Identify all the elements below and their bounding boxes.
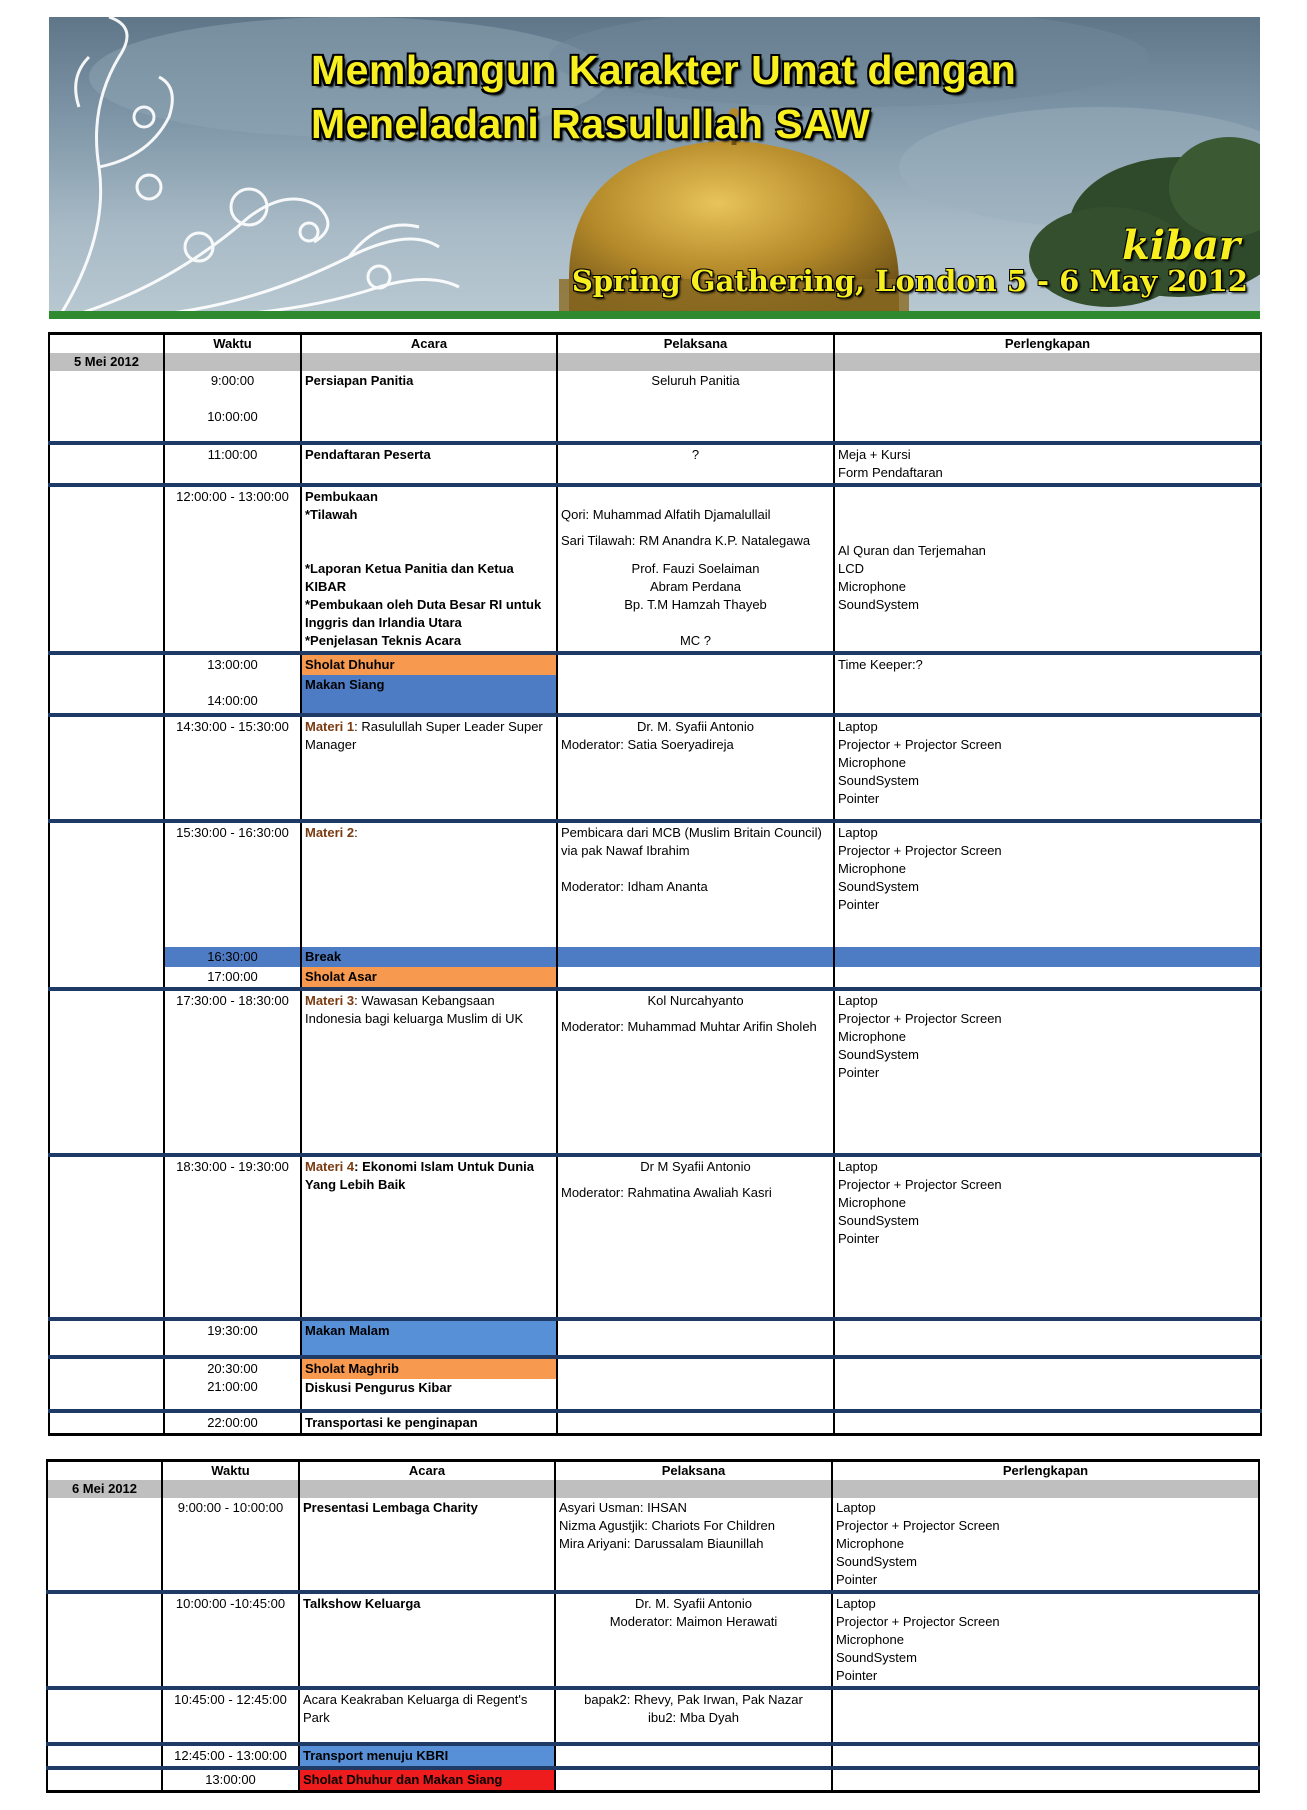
pelaksana-item: Bp. T.M Hamzah Thayeb xyxy=(624,597,767,612)
materi-label: Materi 1 xyxy=(305,719,355,734)
pelaksana-item: Dr M Syafii Antonio xyxy=(640,1159,751,1174)
pelaksana-cell: Seluruh Panitia xyxy=(557,371,834,443)
time-cell: 21:00:00 xyxy=(207,1379,258,1394)
equipment-item: Microphone xyxy=(838,579,906,594)
time-cell: 10:45:00 - 12:45:00 xyxy=(162,1688,299,1744)
time-cell: 15:30:00 - 16:30:00 xyxy=(164,821,301,947)
acara-cell: Break xyxy=(301,947,557,967)
table-row xyxy=(47,1688,1259,1744)
pelaksana-item: MC ? xyxy=(679,633,712,648)
equipment-item: Laptop xyxy=(836,1500,876,1515)
equipment-item: Pointer xyxy=(838,791,880,806)
equipment-item: Projector + Projector Screen xyxy=(836,1518,1000,1533)
table-row xyxy=(49,371,1261,443)
acara-cell: Transport menuju KBRI xyxy=(299,1744,555,1768)
table-row xyxy=(49,715,1261,821)
table-row xyxy=(49,653,1261,715)
acara-item: *Pembukaan oleh Duta Besar RI untuk Inggris dan Irlandia Utara xyxy=(305,597,542,630)
table-row xyxy=(49,485,1261,653)
acara-item: Makan Siang xyxy=(302,675,556,713)
materi-topic: : Rasulullah Super Leader Super Manager xyxy=(305,719,543,752)
equipment-item: Laptop xyxy=(838,719,878,734)
time-cell: 14:30:00 - 15:30:00 xyxy=(164,715,301,821)
pelaksana-item: Moderator: Muhammad Muhtar Arifin Sholeh xyxy=(561,1019,817,1034)
header-banner xyxy=(49,17,1260,319)
equipment-item: Pointer xyxy=(836,1572,878,1587)
day-label-row xyxy=(49,353,1261,371)
equipment-item: Microphone xyxy=(838,861,906,876)
equipment-item: SoundSystem xyxy=(838,1047,919,1062)
table-row xyxy=(49,1357,1261,1411)
banner-title-line1: Membangun Karakter Umat dengan xyxy=(311,47,1017,93)
col-header-perlengkapan: Perlengkapan xyxy=(832,1461,1259,1481)
table-row xyxy=(47,1498,1259,1592)
time-cell: 10:00:00 -10:45:00 xyxy=(162,1592,299,1688)
col-header-perlengkapan: Perlengkapan xyxy=(834,334,1261,354)
acara-cell: Presentasi Lembaga Charity xyxy=(299,1498,555,1592)
day-label: 6 Mei 2012 xyxy=(47,1480,162,1498)
materi-label: Materi 4 xyxy=(305,1159,355,1174)
pelaksana-cell: ? xyxy=(557,443,834,485)
equipment-item: SoundSystem xyxy=(836,1554,917,1569)
pelaksana-item: Pembicara dari MCB (Muslim Britain Council) via pak Nawaf Ibrahim xyxy=(561,825,822,858)
col-header-pelaksana: Pelaksana xyxy=(557,334,834,354)
equipment-item: Microphone xyxy=(838,1195,906,1210)
day-label: 5 Mei 2012 xyxy=(49,353,164,371)
table-row xyxy=(49,1155,1261,1319)
pelaksana-item: Dr. M. Syafii Antonio xyxy=(636,719,755,734)
banner-title-line2: Meneladani Rasulullah SAW xyxy=(311,101,871,147)
equipment-item: LCD xyxy=(838,561,865,576)
pelaksana-item: Moderator: Rahmatina Awaliah Kasri xyxy=(561,1185,772,1200)
acara-item: Sholat Maghrib xyxy=(302,1359,556,1379)
pelaksana-item: Mira Ariyani: Darussalam Biaunillah xyxy=(559,1536,764,1551)
equipment-item: Microphone xyxy=(836,1632,904,1647)
pelaksana-item: Abram Perdana xyxy=(649,579,742,594)
event-subtitle: Spring Gathering, London 5 - 6 May 2012 xyxy=(571,264,1248,298)
schedule-table-day1 xyxy=(48,332,1262,1436)
equipment-item: Projector + Projector Screen xyxy=(838,737,1002,752)
time-cell: 17:30:00 - 18:30:00 xyxy=(164,989,301,1155)
equipment-item: Laptop xyxy=(838,1159,878,1174)
equipment-item: Pointer xyxy=(838,897,880,912)
acara-item: Sholat Dhuhur xyxy=(302,655,556,675)
col-header-pelaksana: Pelaksana xyxy=(555,1461,832,1481)
pelaksana-item: Sari Tilawah: RM Anandra K.P. Natalegawa xyxy=(561,533,811,548)
time-cell: 12:45:00 - 13:00:00 xyxy=(162,1744,299,1768)
equipment-item: Microphone xyxy=(836,1536,904,1551)
acara-cell: Talkshow Keluarga xyxy=(299,1592,555,1688)
time-cell: 9:00:00 - 10:00:00 xyxy=(162,1498,299,1592)
pelaksana-item: Nizma Agustjik: Chariots For Children xyxy=(559,1518,776,1533)
time-cell: 17:00:00 xyxy=(164,967,301,989)
equipment-item: SoundSystem xyxy=(838,773,919,788)
pelaksana-item: Moderator: Idham Ananta xyxy=(561,879,708,894)
pelaksana-item: Asyari Usman: IHSAN xyxy=(559,1500,687,1515)
equipment-item: Microphone xyxy=(838,755,906,770)
schedule-table-day2 xyxy=(46,1459,1260,1793)
materi-topic: : Wawasan Kebangsaan Indonesia bagi keluarga Muslim di UK xyxy=(305,993,524,1026)
table-row xyxy=(49,821,1261,947)
table-row xyxy=(49,443,1261,485)
table-row xyxy=(47,1768,1259,1792)
equipment-item: Pointer xyxy=(838,1065,880,1080)
acara-item: Pembukaan xyxy=(305,489,378,504)
time-cell: 14:00:00 xyxy=(207,693,258,708)
table-row xyxy=(49,1319,1261,1357)
kibar-logo: kibar xyxy=(1122,222,1240,269)
pelaksana-item: ibu2: Mba Dyah xyxy=(647,1710,740,1725)
col-header-acara: Acara xyxy=(299,1461,555,1481)
table-row xyxy=(47,1592,1259,1688)
equipment-item: SoundSystem xyxy=(838,1213,919,1228)
equipment-item: SoundSystem xyxy=(838,879,919,894)
pelaksana-item: Kol Nurcahyanto xyxy=(647,993,744,1008)
pelaksana-item: Moderator: Maimon Herawati xyxy=(609,1614,778,1629)
acara-cell: Makan Malam xyxy=(301,1319,557,1357)
equipment-item: Meja + Kursi xyxy=(838,447,911,462)
acara-item: *Tilawah xyxy=(305,507,358,522)
acara-item: Diskusi Pengurus Kibar xyxy=(305,1380,452,1395)
equipment-item: Projector + Projector Screen xyxy=(838,843,1002,858)
pelaksana-item: Moderator: Satia Soeryadireja xyxy=(561,737,734,752)
col-header-waktu: Waktu xyxy=(164,334,301,354)
equipment-item: Projector + Projector Screen xyxy=(838,1177,1002,1192)
acara-cell: Sholat Asar xyxy=(301,967,557,989)
equipment-item: SoundSystem xyxy=(836,1650,917,1665)
acara-cell: Persiapan Panitia xyxy=(301,371,557,443)
time-cell: 9:00:00 xyxy=(210,373,255,388)
equipment-item: Al Quran dan Terjemahan xyxy=(838,543,986,558)
acara-cell: Sholat Dhuhur dan Makan Siang xyxy=(299,1768,555,1792)
equipment-item: Projector + Projector Screen xyxy=(838,1011,1002,1026)
time-cell: 12:00:00 - 13:00:00 xyxy=(164,485,301,653)
table-row xyxy=(49,967,1261,989)
time-cell: 19:30:00 xyxy=(164,1319,301,1357)
equipment-item: Laptop xyxy=(836,1596,876,1611)
time-cell: 18:30:00 - 19:30:00 xyxy=(164,1155,301,1319)
time-cell: 20:30:00 xyxy=(207,1361,258,1376)
materi-topic: : xyxy=(354,825,358,840)
col-header-acara: Acara xyxy=(301,334,557,354)
equipment-item: Form Pendaftaran xyxy=(838,465,943,480)
acara-item: *Penjelasan Teknis Acara xyxy=(305,633,462,648)
table-header xyxy=(47,1461,1259,1481)
materi-label: Materi 3 xyxy=(305,993,355,1008)
materi-topic: : Ekonomi Islam Untuk Dunia Yang Lebih Baik xyxy=(305,1159,534,1192)
time-cell: 10:00:00 xyxy=(207,409,258,424)
equipment-item: Pointer xyxy=(838,1231,880,1246)
time-cell: 13:00:00 xyxy=(162,1768,299,1792)
table-header xyxy=(49,334,1261,354)
day-label-row xyxy=(47,1480,1259,1498)
materi-label: Materi 2 xyxy=(305,825,355,840)
pelaksana-item: Dr. M. Syafii Antonio xyxy=(634,1596,753,1611)
acara-cell: Acara Keakraban Keluarga di Regent's Park xyxy=(299,1688,555,1744)
equipment-item: Laptop xyxy=(838,993,878,1008)
equipment-item: Projector + Projector Screen xyxy=(836,1614,1000,1629)
equipment-item: Time Keeper:? xyxy=(834,653,1261,715)
acara-cell: Transportasi ke penginapan xyxy=(301,1411,557,1435)
equipment-item: Laptop xyxy=(838,825,878,840)
pelaksana-item: Prof. Fauzi Soelaiman xyxy=(631,561,760,576)
col-header-waktu: Waktu xyxy=(162,1461,299,1481)
equipment-item: Microphone xyxy=(838,1029,906,1044)
time-cell: 16:30:00 xyxy=(164,947,301,967)
table-row xyxy=(49,989,1261,1155)
table-row xyxy=(47,1744,1259,1768)
table-row xyxy=(49,947,1261,967)
table-row xyxy=(49,1411,1261,1435)
pelaksana-item: bapak2: Rhevy, Pak Irwan, Pak Nazar xyxy=(584,1692,803,1707)
time-cell: 11:00:00 xyxy=(164,443,301,485)
time-cell: 22:00:00 xyxy=(164,1411,301,1435)
equipment-item: Pointer xyxy=(836,1668,878,1683)
acara-cell: Pendaftaran Peserta xyxy=(301,443,557,485)
pelaksana-item: Qori: Muhammad Alfatih Djamalullail xyxy=(561,507,771,522)
acara-item: *Laporan Ketua Panitia dan Ketua KIBAR xyxy=(305,561,514,594)
time-cell: 13:00:00 xyxy=(207,657,258,672)
equipment-item: SoundSystem xyxy=(838,597,919,612)
